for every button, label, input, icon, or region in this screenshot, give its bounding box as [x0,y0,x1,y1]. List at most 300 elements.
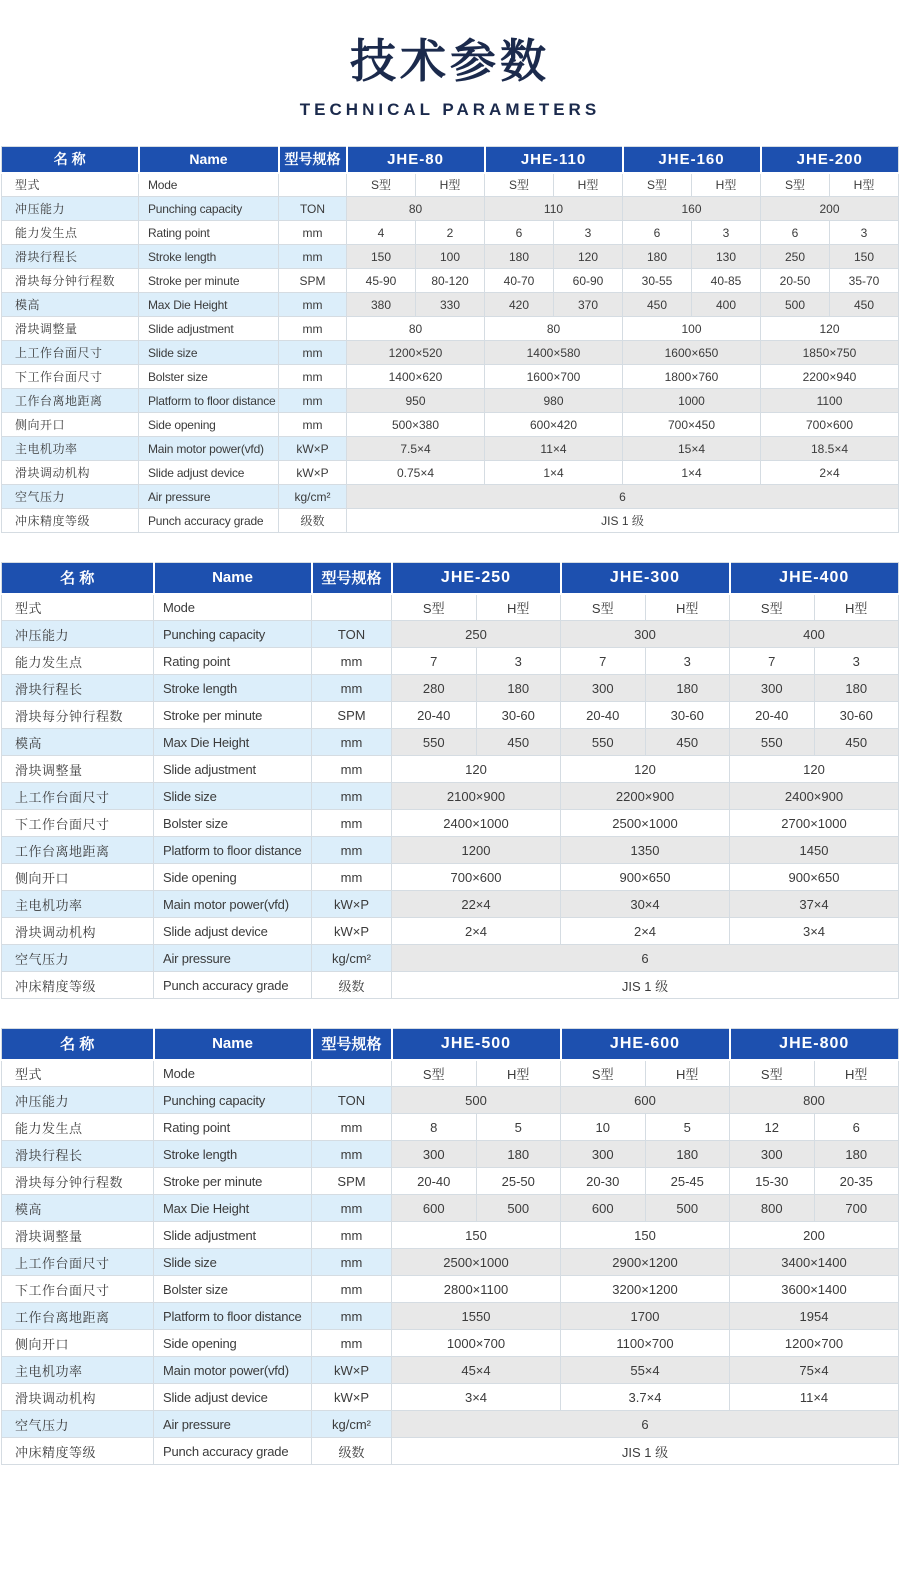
table-row [2,918,899,945]
table-row [2,1168,899,1195]
value-cell: 11×4 [730,1384,899,1411]
row-label-en: Air pressure [154,945,312,972]
row-unit-cell: kg/cm² [312,1411,392,1438]
value-cell: 2200×940 [761,365,899,389]
value-cell: 980 [485,389,623,413]
model-header-cell: JHE-160 [623,147,761,173]
row-label-cn: 滑块调动机构 [2,461,139,485]
value-cell: 300 [561,675,646,702]
value-cell: 2900×1200 [561,1249,730,1276]
row-label-en: Punching capacity [154,621,312,648]
row-label-cn: 滑块调动机构 [2,1384,154,1411]
value-cell: H型 [476,594,561,621]
row-label-cn: 滑块行程长 [2,1141,154,1168]
value-cell: 200 [730,1222,899,1249]
value-cell: 3200×1200 [561,1276,730,1303]
value-cell: 1800×760 [623,365,761,389]
table-row [2,972,899,999]
value-cell: 700×600 [392,864,561,891]
row-label-en: Mode [139,173,279,197]
value-cell: 7 [561,648,646,675]
row-label-en: Main motor power(vfd) [154,891,312,918]
value-cell: 200 [761,197,899,221]
spec-table-container-jhe-250-400 [1,562,899,999]
row-label-en: Stroke per minute [139,269,279,293]
row-label-en: Punch accuracy grade [139,509,279,533]
row-label-cn: 工作台离地距离 [2,389,139,413]
value-cell: 100 [416,245,485,269]
page-subtitle: TECHNICAL PARAMETERS [299,100,601,120]
row-label-cn: 工作台离地距离 [2,837,154,864]
row-label-cn: 主电机功率 [2,437,139,461]
value-cell: 900×650 [561,864,730,891]
value-cell: 700×600 [761,413,899,437]
row-unit-cell: mm [279,341,347,365]
row-label-en: Max Die Height [139,293,279,317]
value-cell: 180 [814,1141,899,1168]
table-row [2,621,899,648]
value-cell: 2 [416,221,485,245]
row-label-en: Punching capacity [154,1087,312,1114]
row-label-cn: 主电机功率 [2,891,154,918]
value-cell: 2500×1000 [561,810,730,837]
value-cell: 1850×750 [761,341,899,365]
value-cell: 1600×700 [485,365,623,389]
value-cell: 6 [761,221,830,245]
value-cell: 250 [392,621,561,648]
row-label-en: Platform to floor distance [139,389,279,413]
row-unit-cell: kW×P [312,891,392,918]
value-cell: 2800×1100 [392,1276,561,1303]
value-cell: 300 [730,1141,815,1168]
row-label-cn: 冲床精度等级 [2,1438,154,1465]
row-unit-cell: mm [312,756,392,783]
row-label-cn: 滑块调整量 [2,317,139,341]
row-label-cn: 型式 [2,1060,154,1087]
model-header-cell: JHE-200 [761,147,899,173]
value-cell: 18.5×4 [761,437,899,461]
row-unit-cell: mm [279,293,347,317]
table-row [2,1411,899,1438]
value-cell: 2×4 [392,918,561,945]
value-cell: 3 [814,648,899,675]
row-label-cn: 空气压力 [2,1411,154,1438]
value-cell: 40-70 [485,269,554,293]
row-unit-cell: mm [312,1222,392,1249]
value-cell: 120 [392,756,561,783]
value-cell: 22×4 [392,891,561,918]
row-label-en: Slide adjust device [139,461,279,485]
value-cell: 250 [761,245,830,269]
value-cell: 4 [347,221,416,245]
table-row [2,891,899,918]
row-label-en: Side opening [139,413,279,437]
model-header-cell: JHE-600 [561,1029,730,1060]
row-label-en: Stroke length [139,245,279,269]
row-label-cn: 模高 [2,293,139,317]
table-row [2,945,899,972]
row-label-en: Punch accuracy grade [154,1438,312,1465]
table-row [2,837,899,864]
row-label-cn: 滑块调整量 [2,1222,154,1249]
value-cell: 150 [561,1222,730,1249]
value-cell: 15-30 [730,1168,815,1195]
value-cell: 3.7×4 [561,1384,730,1411]
value-cell: 6 [392,945,899,972]
row-label-cn: 冲床精度等级 [2,972,154,999]
value-cell: 110 [485,197,623,221]
value-cell: 2200×900 [561,783,730,810]
table-row [2,269,899,293]
value-cell: 7 [392,648,477,675]
row-unit-cell: mm [312,1276,392,1303]
value-cell: 1400×620 [347,365,485,389]
model-header-cell: JHE-800 [730,1029,899,1060]
value-cell: 3 [476,648,561,675]
value-cell: 35-70 [830,269,899,293]
row-label-cn: 能力发生点 [2,648,154,675]
header-name-cn: 名 称 [2,147,139,173]
row-unit-cell: mm [312,648,392,675]
row-label-en: Rating point [139,221,279,245]
value-cell: 20-40 [561,702,646,729]
value-cell: H型 [814,1060,899,1087]
value-cell: S型 [561,1060,646,1087]
value-cell: 300 [730,675,815,702]
value-cell: 20-40 [392,702,477,729]
row-label-cn: 冲压能力 [2,197,139,221]
row-unit-cell: mm [279,413,347,437]
value-cell: 20-35 [814,1168,899,1195]
value-cell: 600 [561,1087,730,1114]
value-cell: H型 [554,173,623,197]
value-cell: 1954 [730,1303,899,1330]
row-label-en: Rating point [154,1114,312,1141]
value-cell: 25-50 [476,1168,561,1195]
value-cell: 1×4 [485,461,623,485]
value-cell: 180 [485,245,554,269]
row-label-en: Bolster size [139,365,279,389]
value-cell: 420 [485,293,554,317]
row-label-en: Slide adjust device [154,918,312,945]
table-row [2,864,899,891]
model-header-cell: JHE-250 [392,563,561,594]
row-label-en: Slide size [154,783,312,810]
value-cell: 550 [561,729,646,756]
value-cell: 120 [761,317,899,341]
row-label-cn: 下工作台面尺寸 [2,810,154,837]
table-row [2,1357,899,1384]
value-cell: 30×4 [561,891,730,918]
value-cell: 180 [645,1141,730,1168]
model-header-cell: JHE-400 [730,563,899,594]
row-label-cn: 冲床精度等级 [2,509,139,533]
row-unit-cell: SPM [279,269,347,293]
row-label-cn: 滑块行程长 [2,245,139,269]
value-cell: H型 [692,173,761,197]
row-label-en: Stroke per minute [154,1168,312,1195]
row-unit-cell: mm [312,837,392,864]
spec-table-container-jhe-500-800 [1,1028,899,1465]
table-row [2,1195,899,1222]
table-row [2,1303,899,1330]
value-cell: 55×4 [561,1357,730,1384]
value-cell: 60-90 [554,269,623,293]
row-label-en: Side opening [154,1330,312,1357]
row-label-cn: 上工作台面尺寸 [2,341,139,365]
row-label-en: Side opening [154,864,312,891]
value-cell: 30-60 [814,702,899,729]
value-cell: 7.5×4 [347,437,485,461]
value-cell: H型 [476,1060,561,1087]
row-label-cn: 滑块每分钟行程数 [2,702,154,729]
value-cell: 700×450 [623,413,761,437]
row-label-cn: 侧向开口 [2,864,154,891]
row-label-cn: 能力发生点 [2,221,139,245]
value-cell: 600 [561,1195,646,1222]
row-unit-cell: mm [312,864,392,891]
table-row [2,1276,899,1303]
value-cell: S型 [392,1060,477,1087]
value-cell: 180 [476,675,561,702]
value-cell: 400 [692,293,761,317]
spec-table-3 [1,1028,899,1465]
row-label-en: Slide adjustment [139,317,279,341]
row-unit-cell: mm [279,317,347,341]
value-cell: 3400×1400 [730,1249,899,1276]
value-cell: 1×4 [623,461,761,485]
value-cell: H型 [830,173,899,197]
value-cell: 2100×900 [392,783,561,810]
value-cell: 3 [645,648,730,675]
row-unit-cell [312,594,392,621]
value-cell: 80 [485,317,623,341]
row-unit-cell: kg/cm² [279,485,347,509]
value-cell: 330 [416,293,485,317]
row-unit-cell: TON [312,621,392,648]
value-cell: 500 [392,1087,561,1114]
value-cell: S型 [761,173,830,197]
table-row [2,783,899,810]
value-cell: H型 [416,173,485,197]
row-label-en: Slide size [154,1249,312,1276]
value-cell: 450 [830,293,899,317]
value-cell: 180 [623,245,692,269]
value-cell: 550 [392,729,477,756]
table-row [2,173,899,197]
value-cell: 6 [485,221,554,245]
row-label-en: Rating point [154,648,312,675]
value-cell: 800 [730,1087,899,1114]
value-cell: 6 [623,221,692,245]
value-cell: 75×4 [730,1357,899,1384]
value-cell: 450 [814,729,899,756]
row-unit-cell: 级数 [312,1438,392,1465]
value-cell: 950 [347,389,485,413]
row-label-cn: 工作台离地距离 [2,1303,154,1330]
row-unit-cell: SPM [312,1168,392,1195]
header-name-en: Name [154,1029,312,1060]
value-cell: 1000×700 [392,1330,561,1357]
table-row [2,365,899,389]
row-label-en: Punch accuracy grade [154,972,312,999]
row-label-cn: 空气压力 [2,485,139,509]
row-label-cn: 上工作台面尺寸 [2,783,154,810]
table-row [2,1438,899,1465]
model-header-cell: JHE-300 [561,563,730,594]
value-cell: H型 [814,594,899,621]
value-cell: JIS 1 级 [392,1438,899,1465]
value-cell: 3×4 [392,1384,561,1411]
row-label-en: Max Die Height [154,729,312,756]
value-cell: 8 [392,1114,477,1141]
value-cell: 1350 [561,837,730,864]
row-label-cn: 下工作台面尺寸 [2,1276,154,1303]
row-label-en: Main motor power(vfd) [139,437,279,461]
row-unit-cell: SPM [312,702,392,729]
row-label-cn: 滑块调动机构 [2,918,154,945]
value-cell: S型 [730,594,815,621]
value-cell: 2400×1000 [392,810,561,837]
row-label-cn: 滑块调整量 [2,756,154,783]
table-row [2,461,899,485]
value-cell: 2700×1000 [730,810,899,837]
row-label-cn: 侧向开口 [2,413,139,437]
value-cell: 500 [645,1195,730,1222]
value-cell: 1450 [730,837,899,864]
row-unit-cell [312,1060,392,1087]
value-cell: 150 [392,1222,561,1249]
row-unit-cell: mm [312,675,392,702]
value-cell: 380 [347,293,416,317]
row-label-cn: 模高 [2,1195,154,1222]
row-label-en: Slide adjustment [154,756,312,783]
value-cell: 120 [561,756,730,783]
row-unit-cell [279,173,347,197]
row-unit-cell: mm [312,783,392,810]
value-cell: 15×4 [623,437,761,461]
value-cell: 1100 [761,389,899,413]
row-unit-cell: mm [312,1141,392,1168]
value-cell: 3 [554,221,623,245]
value-cell: H型 [645,594,730,621]
value-cell: 40-85 [692,269,761,293]
row-unit-cell: 级数 [279,509,347,533]
row-label-cn: 滑块每分钟行程数 [2,1168,154,1195]
value-cell: S型 [392,594,477,621]
row-label-en: Slide adjustment [154,1222,312,1249]
row-label-en: Stroke length [154,1141,312,1168]
table-row [2,1141,899,1168]
value-cell: 150 [347,245,416,269]
row-label-cn: 型式 [2,594,154,621]
value-cell: 2×4 [561,918,730,945]
header-spec: 型号规格 [279,147,347,173]
value-cell: 7 [730,648,815,675]
model-header-cell: JHE-500 [392,1029,561,1060]
value-cell: 0.75×4 [347,461,485,485]
value-cell: 20-40 [730,702,815,729]
row-label-en: Slide adjust device [154,1384,312,1411]
value-cell: H型 [645,1060,730,1087]
table-row [2,702,899,729]
value-cell: 80-120 [416,269,485,293]
value-cell: 400 [730,621,899,648]
table-row [2,594,899,621]
table-row [2,675,899,702]
value-cell: 150 [830,245,899,269]
table-row [2,810,899,837]
row-label-cn: 主电机功率 [2,1357,154,1384]
header-spec: 型号规格 [312,563,392,594]
table-row [2,389,899,413]
row-unit-cell: mm [312,1330,392,1357]
row-unit-cell: kW×P [279,461,347,485]
table-row [2,1330,899,1357]
value-cell: 2×4 [761,461,899,485]
row-label-cn: 能力发生点 [2,1114,154,1141]
row-unit-cell: mm [312,1303,392,1330]
table-header-row [2,563,899,594]
value-cell: 25-45 [645,1168,730,1195]
row-label-en: Bolster size [154,1276,312,1303]
page-title: 技术参数 [350,35,550,87]
row-label-cn: 模高 [2,729,154,756]
table-row [2,729,899,756]
value-cell: 11×4 [485,437,623,461]
table-row [2,648,899,675]
table-row [2,197,899,221]
row-label-en: Platform to floor distance [154,1303,312,1330]
value-cell: 30-60 [476,702,561,729]
value-cell: 300 [561,621,730,648]
value-cell: 800 [730,1195,815,1222]
row-unit-cell: kg/cm² [312,945,392,972]
row-unit-cell: 级数 [312,972,392,999]
value-cell: 120 [554,245,623,269]
table-row [2,1060,899,1087]
value-cell: S型 [561,594,646,621]
value-cell: 450 [623,293,692,317]
value-cell: 5 [645,1114,730,1141]
row-unit-cell: TON [312,1087,392,1114]
table-row [2,1222,899,1249]
row-label-cn: 下工作台面尺寸 [2,365,139,389]
value-cell: 3600×1400 [730,1276,899,1303]
table-row [2,485,899,509]
value-cell: 1400×580 [485,341,623,365]
value-cell: 2400×900 [730,783,899,810]
row-unit-cell: kW×P [279,437,347,461]
value-cell: 900×650 [730,864,899,891]
value-cell: S型 [347,173,416,197]
row-label-cn: 冲压能力 [2,621,154,648]
value-cell: 130 [692,245,761,269]
row-unit-cell: mm [312,1249,392,1276]
value-cell: 30-60 [645,702,730,729]
table-row [2,413,899,437]
value-cell: 1600×650 [623,341,761,365]
value-cell: 1550 [392,1303,561,1330]
value-cell: 180 [476,1141,561,1168]
value-cell: S型 [730,1060,815,1087]
value-cell: 500×380 [347,413,485,437]
value-cell: 450 [476,729,561,756]
value-cell: 2500×1000 [392,1249,561,1276]
value-cell: 120 [730,756,899,783]
value-cell: 1000 [623,389,761,413]
row-unit-cell: mm [312,729,392,756]
